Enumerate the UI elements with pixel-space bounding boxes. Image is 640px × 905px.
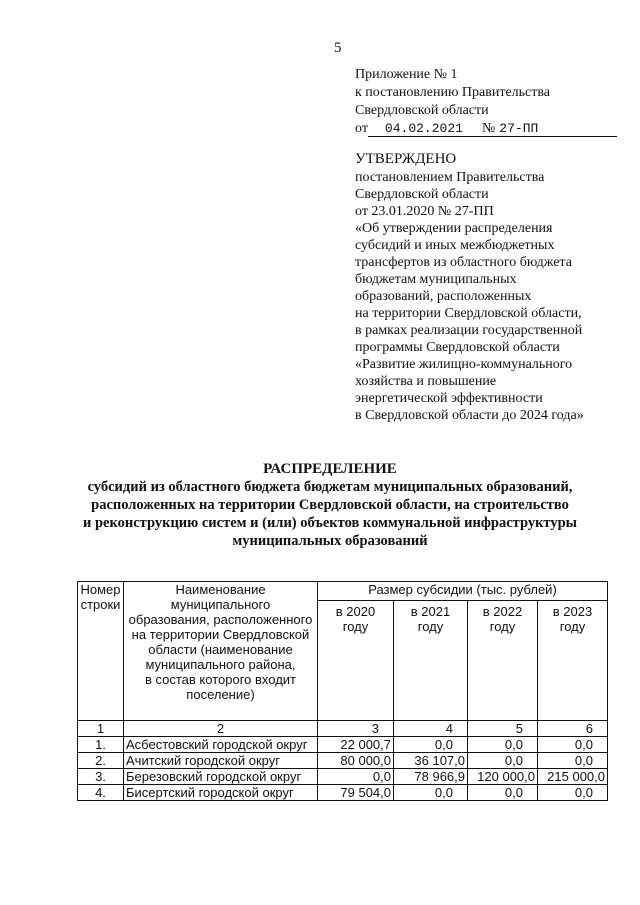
approved-line: «Развитие жилищно-коммунального — [355, 357, 573, 372]
col-header-amount: Размер субсидии (тыс. рублей) — [318, 582, 608, 601]
year-line: году — [489, 619, 516, 634]
index-cell: 5 — [468, 721, 538, 737]
number-value: 27-ПП — [495, 122, 617, 137]
title-main: РАСПРЕДЕЛЕНИЕ — [263, 461, 397, 477]
row-value-2022: 0,0 — [468, 785, 538, 801]
row-name: Березовский городской округ — [124, 769, 318, 785]
year-line: году — [559, 619, 586, 634]
header-line: на территории Свердловской — [131, 627, 310, 642]
date-value: 04.02.2021 — [368, 122, 480, 137]
row-value-2022: 0,0 — [468, 737, 538, 753]
row-name: Асбестовский городской округ — [124, 737, 318, 753]
col-header-name — [124, 582, 318, 721]
approved-line: Свердловской области — [355, 187, 489, 202]
approved-line: от 23.01.2020 № 27-ПП — [355, 204, 494, 219]
year-header-2023 — [538, 601, 608, 721]
index-cell: 3 — [318, 721, 394, 737]
annex-line: Свердловской области — [355, 103, 489, 118]
approved-line: трансфертов из областного бюджета — [355, 255, 572, 270]
number-prefix: № — [481, 121, 496, 136]
annex-title: Приложение № 1 — [355, 67, 458, 82]
year-line: в 2020 — [335, 604, 376, 619]
year-line: году — [342, 619, 369, 634]
row-value-2023: 0,0 — [538, 785, 608, 801]
year-header-2020 — [318, 601, 394, 721]
row-value-2021: 0,0 — [394, 737, 468, 753]
table-row — [78, 769, 608, 785]
row-value-2020: 22 000,7 — [318, 737, 394, 753]
document-title — [60, 460, 600, 550]
year-line: в 2022 — [482, 604, 523, 619]
approved-line: «Об утверждении распределения — [355, 221, 553, 236]
year-line: году — [417, 619, 444, 634]
header-line: муниципального — [170, 597, 271, 612]
approved-line: образований, расположенных — [355, 289, 532, 304]
annex-line: к постановлению Правительства — [355, 85, 551, 100]
approved-line: на территории Свердловской области, — [355, 306, 582, 321]
row-value-2020: 79 504,0 — [318, 785, 394, 801]
approved-line: энергетической эффективности — [355, 391, 543, 406]
row-number: 1. — [78, 737, 124, 753]
row-value-2023: 0,0 — [538, 753, 608, 769]
header-line: Наименование — [175, 582, 266, 597]
title-line: субсидий из областного бюджета бюджетам муниципальных образований, — [87, 479, 573, 495]
subsidy-table — [77, 581, 608, 801]
approved-block — [355, 151, 615, 424]
row-value-2023: 0,0 — [538, 737, 608, 753]
annex-block — [355, 66, 617, 138]
year-line: в 2021 — [410, 604, 451, 619]
title-line: муниципальных образований — [232, 533, 428, 549]
page-number: 5 — [334, 40, 342, 56]
approved-line: в Свердловской области до 2024 года» — [355, 408, 584, 423]
row-value-2021: 0,0 — [394, 785, 468, 801]
header-line: строки — [80, 597, 121, 612]
row-number: 2. — [78, 753, 124, 769]
year-header-2022 — [468, 601, 538, 721]
title-line: расположенных на территории Свердловской области, на строительство — [91, 497, 569, 513]
table-header-row — [78, 582, 608, 601]
row-value-2021: 78 966,9 — [394, 769, 468, 785]
row-name: Ачитский городской округ — [124, 753, 318, 769]
row-value-2022: 0,0 — [468, 753, 538, 769]
col-header-number — [78, 582, 124, 721]
approved-line: программы Свердловской области — [355, 340, 560, 355]
table-row — [78, 737, 608, 753]
annex-date-line — [355, 120, 617, 138]
approved-line: бюджетам муниципальных — [355, 272, 517, 287]
index-cell: 1 — [78, 721, 124, 737]
row-value-2022: 120 000,0 — [468, 769, 538, 785]
index-cell: 4 — [394, 721, 468, 737]
row-value-2020: 0,0 — [318, 769, 394, 785]
date-prefix: от — [355, 121, 368, 136]
header-line: образования, расположенного — [128, 612, 313, 627]
approved-heading: УТВЕРЖДЕНО — [355, 151, 457, 167]
header-line: в состав которого входит — [144, 672, 297, 687]
table-row — [78, 785, 608, 801]
row-name: Бисертский городской округ — [124, 785, 318, 801]
table-index-row — [78, 721, 608, 737]
index-cell: 2 — [124, 721, 318, 737]
approved-line: постановлением Правительства — [355, 170, 545, 185]
row-number: 4. — [78, 785, 124, 801]
row-value-2021: 36 107,0 — [394, 753, 468, 769]
row-number: 3. — [78, 769, 124, 785]
header-line: Номер — [80, 582, 121, 597]
year-line: в 2023 — [552, 604, 593, 619]
approved-line: субсидий и иных межбюджетных — [355, 238, 555, 253]
header-line: поселение) — [186, 687, 255, 702]
table-row — [78, 753, 608, 769]
row-value-2020: 80 000,0 — [318, 753, 394, 769]
index-cell: 6 — [538, 721, 608, 737]
header-line: муниципального района, — [145, 657, 296, 672]
approved-line: хозяйства и повышение — [355, 374, 497, 389]
header-line: области (наименование — [148, 642, 293, 657]
title-line: и реконструкцию систем и (или) объектов коммунальной инфраструктуры — [82, 515, 578, 531]
approved-line: в рамках реализации государственной — [355, 323, 583, 338]
row-value-2023: 215 000,0 — [538, 769, 608, 785]
year-header-2021 — [394, 601, 468, 721]
